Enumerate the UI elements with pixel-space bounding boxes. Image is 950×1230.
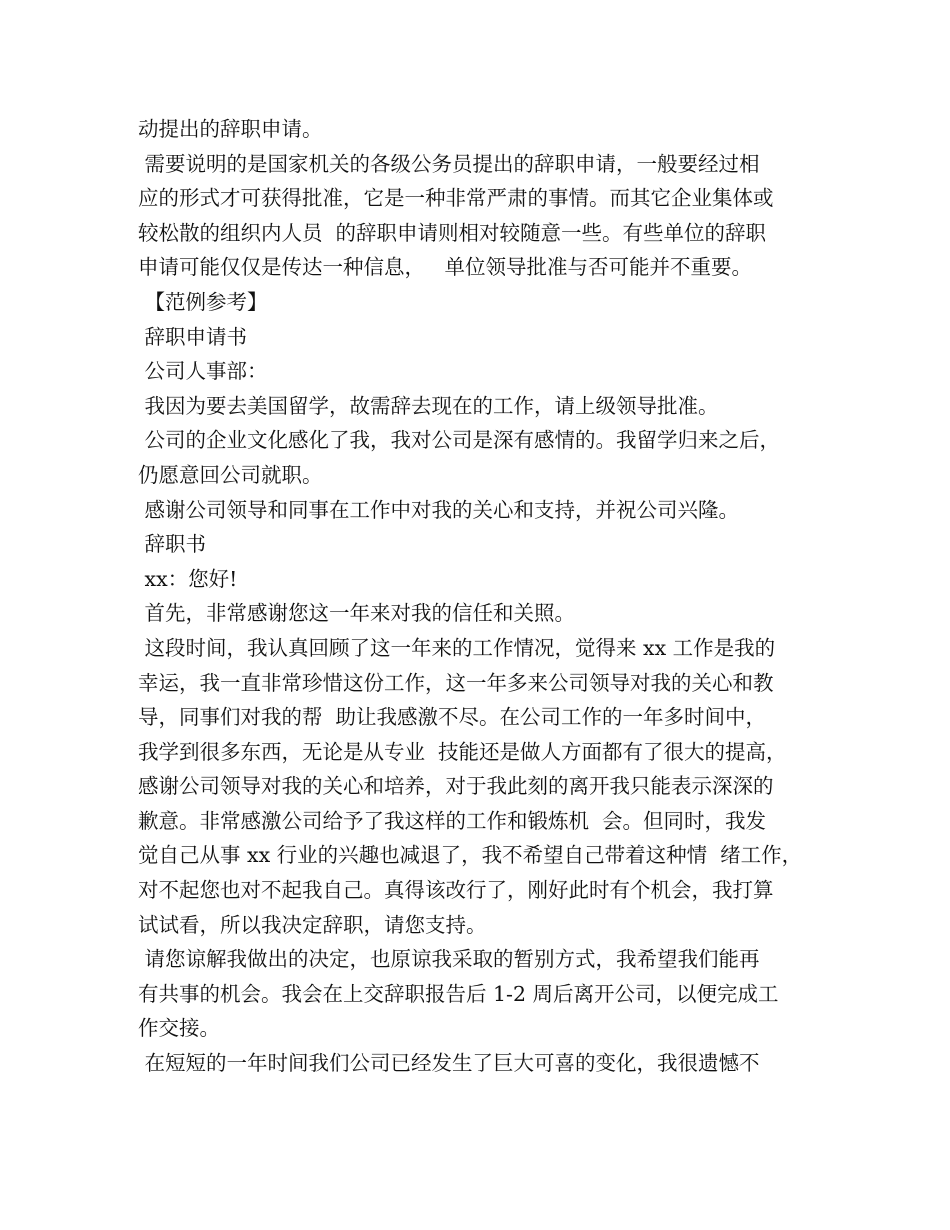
text-line: 首先，非常感谢您这一年来对我的信任和关照。 (138, 601, 576, 626)
text-line: 这段时间，我认真回顾了这一年来的工作情况，觉得来 xx 工作是我的 (138, 635, 776, 660)
text-line: 我学到很多东西，无论是从专业 技能还是做人方面都有了很大的提高， (138, 739, 787, 764)
text-line: 较松散的组织内人员 的辞职申请则相对较随意一些。有些单位的辞职 (138, 220, 767, 245)
text-line: 感谢公司领导和同事在工作中对我的关心和支持，并祝公司兴隆。 (138, 497, 740, 522)
text-line: 仍愿意回公司就职。 (138, 462, 323, 487)
text-line: 请您谅解我做出的决定，也原谅我采取的暂别方式，我希望我们能再 (138, 947, 760, 972)
text-line: 作交接。 (138, 1016, 220, 1041)
text-line: 在短短的一年时间我们公司已经发生了巨大可喜的变化，我很遗憾不 (138, 1051, 760, 1076)
text-line: 动提出的辞职申请。 (138, 117, 323, 141)
text-line: 导，同事们对我的帮 助让我感激不尽。在公司工作的一年多时间中， (138, 705, 767, 730)
section-heading: 【范例参考】 (138, 289, 268, 314)
letter-salutation: 公司人事部： (138, 359, 268, 384)
text-line: 觉自己从事 xx 行业的兴趣也减退了，我不希望自己带着这种情 绪工作， (138, 843, 803, 868)
text-line: 感谢公司领导对我的关心和培养，对于我此刻的离开我只能表示深深的 (138, 774, 774, 799)
text-line: 我因为要去美国留学，故需辞去现在的工作，请上级领导批准。 (138, 393, 719, 418)
letter-salutation: xx：您好! (138, 566, 238, 591)
text-line: 申请可能仅仅是传达一种信息， 单位领导批准与否可能并不重要。 (138, 255, 753, 280)
text-line: 对不起您也对不起我自己。真得该改行了，刚好此时有个机会，我打算 (138, 878, 774, 903)
text-line: 需要说明的是国家机关的各级公务员提出的辞职申请，一般要经过相 (138, 151, 760, 176)
text-line: 应的形式才可获得批准，它是一种非常严肃的事情。而其它企业集体或 (138, 186, 774, 211)
letter-title: 辞职申请书 (138, 324, 248, 349)
text-line: 有共事的机会。我会在上交辞职报告后 1-2 周后离开公司，以便完成工 (138, 981, 779, 1006)
text-line: 歉意。非常感激公司给予了我这样的工作和锻炼机 会。但同时，我发 (138, 808, 767, 833)
text-line: 公司的企业文化感化了我，我对公司是深有感情的。我留学归来之后， (138, 428, 781, 453)
text-line: 幸运，我一直非常珍惜这份工作，这一年多来公司领导对我的关心和教 (138, 670, 774, 695)
letter-title: 辞职书 (138, 532, 207, 557)
document-body (138, 112, 828, 1081)
text-line: 试试看，所以我决定辞职，请您支持。 (138, 912, 487, 937)
